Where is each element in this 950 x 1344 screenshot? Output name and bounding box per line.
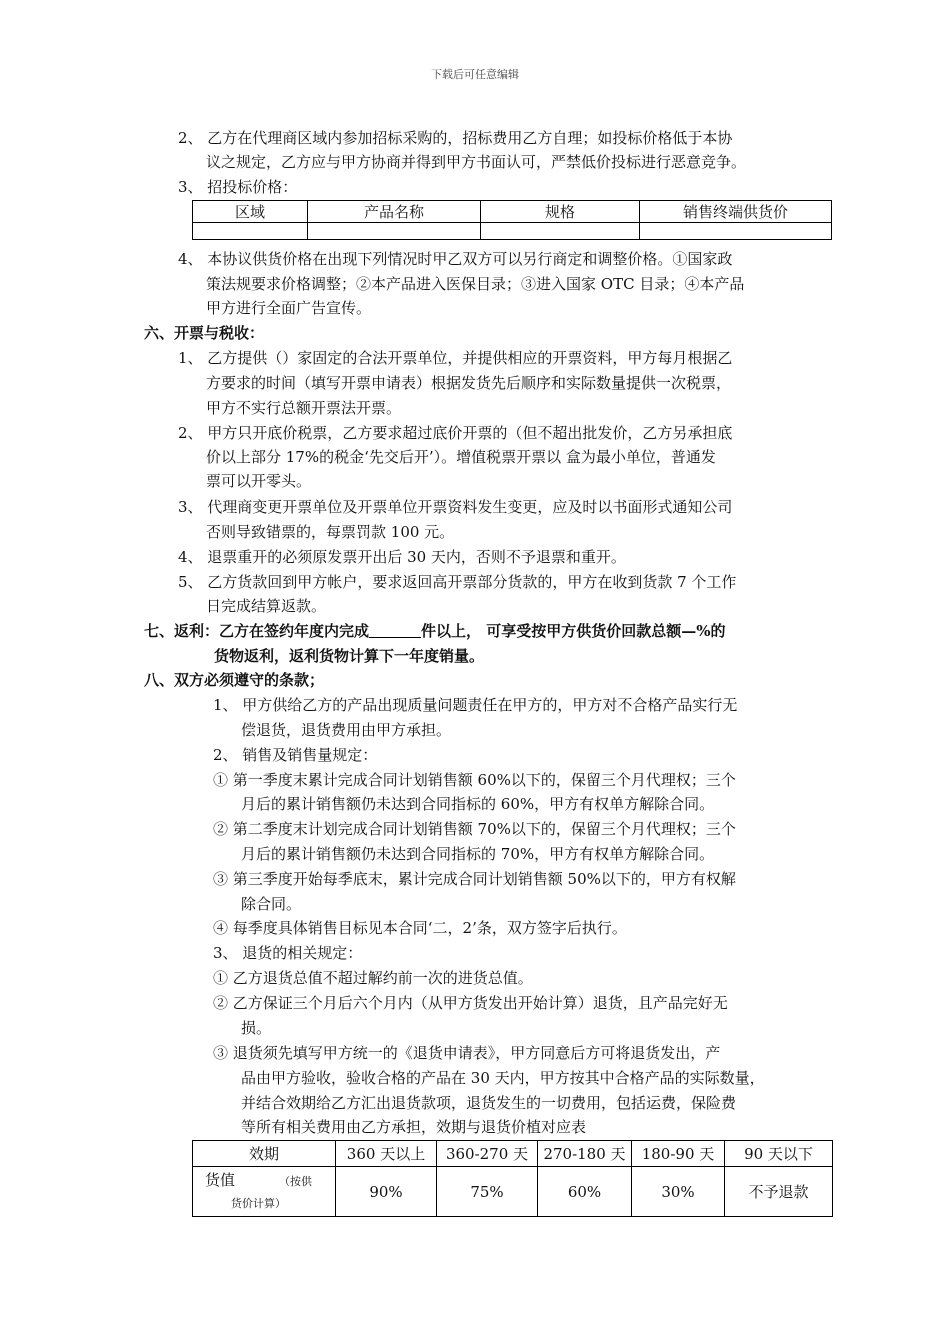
s8-item1-line2: 偿退货，退货费用由甲方承担。	[241, 721, 452, 739]
s5-item2-line1: 2、 乙方在代理商区域内参加招标采购的，招标费用乙方自理；如投标价格低于本协	[178, 129, 733, 147]
s8-item1-line1: 1、 甲方供给乙方的产品出现质量问题责任在甲方的，甲方对不合格产品实行无	[213, 696, 738, 714]
s6-item2-line3: 票可以开零头。	[206, 472, 312, 490]
expiry-refund-table	[192, 1140, 833, 1217]
s5-item3: 3、 招投标价格：	[178, 178, 298, 196]
s5-item4-line2: 策法规要求价格调整；②本产品进入医保目录；③进入国家 OTC 目录；④本产品	[206, 275, 745, 293]
s6-item1-line1: 1、 乙方提供（）家固定的合法开票单位，并提供相应的开票资料，甲方每月根据乙	[178, 349, 733, 367]
value-label-note2: 货价计算）	[231, 1196, 286, 1210]
bid-table-cell	[193, 223, 308, 240]
s8-return1: ① 乙方退货总值不超过解约前一次的进货总值。	[213, 969, 533, 987]
section8-title: 八、双方必须遵守的条款；	[144, 671, 325, 689]
s6-item3-line1: 3、 代理商变更开票单位及开票单位开票资料发生变更，应及时以书面形式通知公司	[178, 498, 733, 516]
value-below90: 不予退款	[725, 1167, 833, 1217]
s6-item1-line2: 方要求的时间（填写开票申请表）根据发货先后顺序和实际数量提供一次税票，	[206, 374, 732, 392]
bid-table-header-spec: 规格	[481, 201, 640, 223]
expiry-header-270-180: 270-180 天	[538, 1141, 632, 1167]
bid-table-header-region: 区域	[193, 201, 308, 223]
bid-table-cell	[481, 223, 640, 240]
expiry-header-180-90: 180-90 天	[632, 1141, 725, 1167]
s8-return3-line2: 品由甲方验收，验收合格的产品在 30 天内，甲方按其中合格产品的实际数量，	[241, 1069, 765, 1087]
s8-return3-line4: 等所有相关费用由乙方承担，效期与退货价植对应表	[241, 1118, 587, 1136]
section7-rebate-line1	[144, 619, 726, 643]
s6-item1-line3: 甲方不实行总额开票法开票。	[206, 399, 402, 417]
value-label: 货值	[205, 1170, 236, 1189]
expiry-header-360-270: 360-270 天	[437, 1141, 538, 1167]
s8-item2: 2、 销售及销售量规定：	[213, 746, 378, 764]
section7-rebate-line2: 货物返利，返利货物计算下一年度销量。	[214, 647, 485, 665]
s6-item5-line2: 日完成结算返款。	[206, 597, 327, 615]
bid-table-cell	[308, 223, 481, 240]
rebate-text-part2: 件以上， 可享受按甲方供货价回款总额—%的	[421, 622, 726, 640]
bid-table-cell	[640, 223, 832, 240]
bid-table-header-price: 销售终端供货价	[640, 201, 832, 223]
bid-price-table	[192, 200, 832, 240]
expiry-header-360plus: 360 天以上	[336, 1141, 437, 1167]
s8-clause3-line1: ③ 第三季度开始每季底末，累计完成合同计划销售额 50%以下的，甲方有权解	[213, 870, 736, 888]
value-180-90: 30%	[632, 1167, 725, 1217]
rebate-quantity-blank	[369, 621, 421, 638]
expiry-header-label: 效期	[193, 1141, 336, 1167]
s8-clause3-line2: 除合同。	[241, 895, 302, 913]
value-label-note1: （按供	[279, 1174, 313, 1188]
value-360-270: 75%	[437, 1167, 538, 1217]
s8-return2-line2: 损。	[241, 1019, 272, 1037]
s6-item4: 4、 退票重开的必须原发票开出后 30 天内，否则不予退票和重开。	[178, 548, 626, 566]
s5-item2-line2: 议之规定，乙方应与甲方协商并得到甲方书面认可，严禁低价投标进行恶意竞争。	[206, 153, 747, 171]
s8-return3-line1: ③ 退货须先填写甲方统一的《退货申请表》，甲方同意后方可将退货发出，产	[213, 1044, 721, 1062]
s6-item3-line2: 否则导致错票的，每票罚款 100 元。	[206, 523, 455, 541]
s8-clause2-line1: ② 第二季度末计划完成合同计划销售额 70%以下的，保留三个月代理权；三个	[213, 820, 736, 838]
rebate-text-part1: 七、返利：乙方在签约年度内完成	[144, 622, 370, 640]
s5-item4-line3: 甲方进行全面广告宣传。	[206, 299, 372, 317]
s8-clause1-line2: 月后的累计销售额仍未达到合同指标的 60%，甲方有权单方解除合同。	[241, 795, 715, 813]
s6-item2-line2: 价以上部分 17%的税金‘先交后开’）。增值税票开票以 盒为最小单位，普通发	[206, 448, 716, 466]
expiry-header-below90: 90 天以下	[725, 1141, 833, 1167]
s8-clause4: ④ 每季度具体销售目标见本合同‘二，2’条，双方签字后执行。	[213, 919, 627, 937]
s8-item3: 3、 退货的相关规定：	[213, 944, 363, 962]
value-270-180: 60%	[538, 1167, 632, 1217]
s8-clause1-line1: ① 第一季度末累计完成合同计划销售额 60%以下的，保留三个月代理权；三个	[213, 771, 736, 789]
value-360plus: 90%	[336, 1167, 437, 1217]
s8-return2-line1: ② 乙方保证三个月后六个月内（从甲方货发出开始计算）退货，且产品完好无	[213, 994, 728, 1012]
s5-item4-line1: 4、 本协议供货价格在出现下列情况时甲乙双方可以另行商定和调整价格。①国家政	[178, 250, 733, 268]
s6-item2-line1: 2、 甲方只开底价税票，乙方要求超过底价开票的（但不超出批发价，乙方另承担底	[178, 424, 733, 442]
bid-table-header-product: 产品名称	[308, 201, 481, 223]
s6-item5-line1: 5、 乙方货款回到甲方帐户，要求返回高开票部分货款的，甲方在收到货款 7 个工作	[178, 573, 737, 591]
value-row-label	[193, 1167, 336, 1217]
s8-return3-line3: 并结合效期给乙方汇出退货款项，退货发生的一切费用，包括运费，保险费	[241, 1094, 737, 1112]
page-header: 下载后可任意编辑	[431, 68, 519, 81]
section6-title: 六、开票与税收：	[144, 324, 265, 342]
s8-clause2-line2: 月后的累计销售额仍未达到合同指标的 70%，甲方有权单方解除合同。	[241, 845, 715, 863]
